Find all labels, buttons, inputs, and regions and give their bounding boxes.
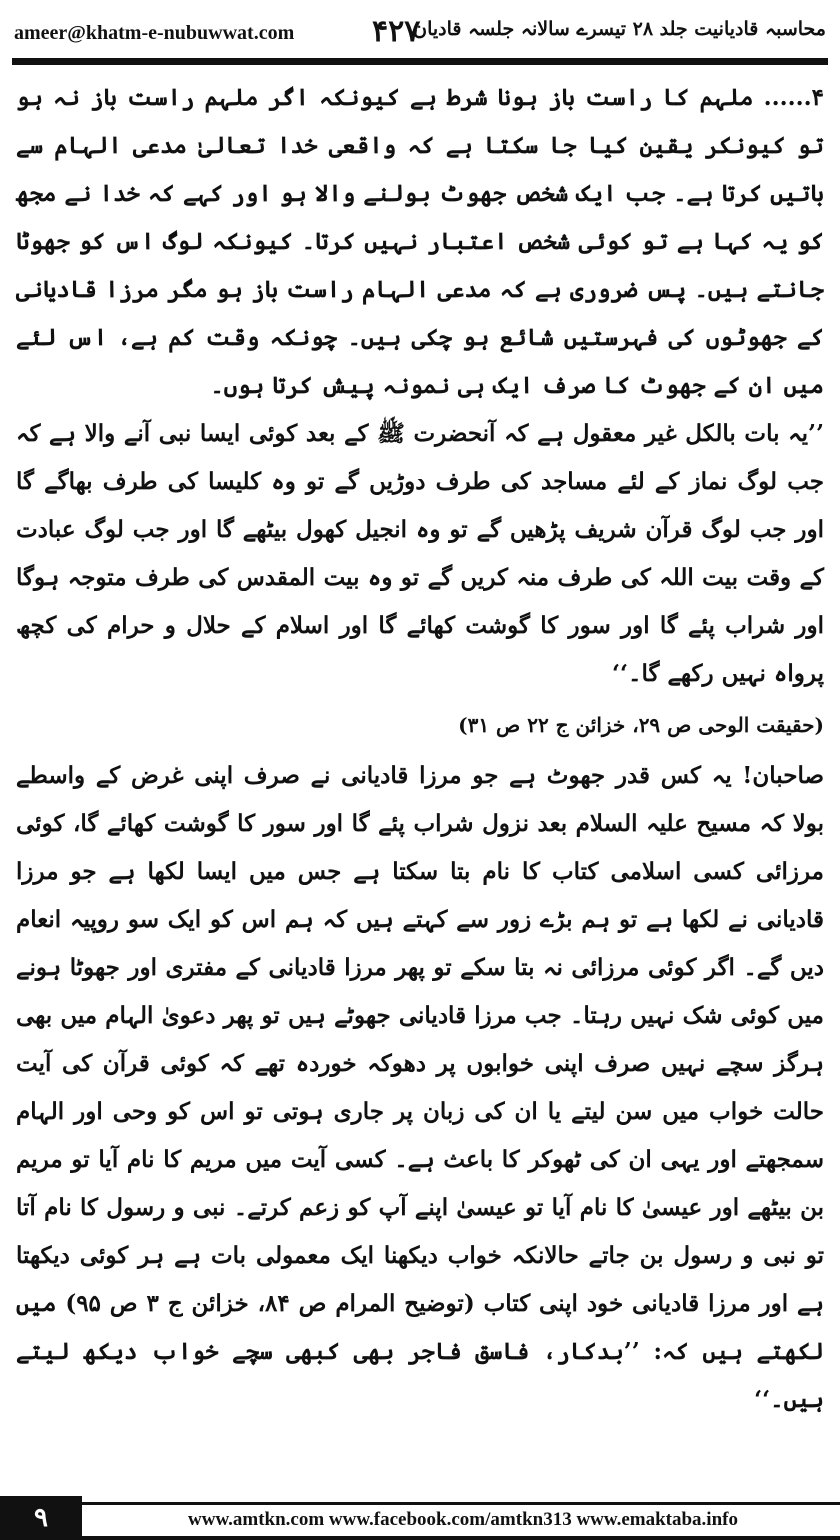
footer-page-number: ۹ xyxy=(0,1496,82,1540)
paragraph-1: ۴...... ملہم کا راست باز ہونا شرط ہے کیونکہ اگر ملہم راست باز نہ ہو تو کیونکر یقین کیا جا سکتا ہے کہ واقعی خدا تعالیٰ مدعی الہام سے باتیں کرتا ہے۔ جب ایک شخص جھوٹ بولنے والا ہو اور کہے کہ خدا نے مجھ کو یہ کہا ہے تو کوئی شخص اعتبار نہیں کرتا۔ کیونکہ لوگ اس کو جھوٹا جانتے ہیں۔ پس ضروری ہے کہ مدعی الہام راست باز ہو مگر مرزا قادیانی کے جھوٹوں کی فہرستیں شائع ہو چکی ہیں۔ چونکہ وقت کم ہے، اس لئے میں ان کے جھوٹ کا صرف ایک ہی نمونہ پیش کرتا ہوں۔ xyxy=(16,84,824,399)
paragraph-2: صاحبان! یہ کس قدر جھوٹ ہے جو مرزا قادیانی نے صرف اپنی غرض کے واسطے بولا کہ مسیح علیہ السلام بعد نزول شراب پئے گا اور سور کا گوشت کھائے گا، کوئی مرزائی کسی اسلامی کتاب کا نام بتا سکتا ہے جس میں ایسا لکھا ہے جو مرزا قادیانی نے لکھا ہے تو ہم بڑے زور سے کہتے ہیں کہ ہم اس کو ایک سو روپیہ انعام دیں گے۔ اگر کوئی مرزائی نہ بتا سکے تو پھر مرزا قادیانی کے مفتری اور جھوٹا ہونے میں کوئی شک نہیں رہتا۔ جب مرزا قادیانی جھوٹے ہیں تو پھر دعویٰ الہام میں بھی ہرگز سچے نہیں صرف اپنی خوابوں پر دھوکہ خوردہ تھے کہ کوئی قرآن کی آیت حالت خواب میں سن لیتے یا ان کی زبان پر جاری ہوتی تو اس کو وحی اور الہام سمجھتے اور یہی ان کی ٹھوکر کا باعث ہے۔ کسی آیت میں مریم کا نام آیا تو مریم بن بیٹھے اور عیسیٰ کا نام آیا تو عیسیٰ اپنے آپ کو زعم کرتے۔ نبی و رسول کا نام آتا تو نبی و رسول بن جاتے حالانکہ خواب دیکھنا ایک معمولی بات ہے ہر کوئی دیکھتا ہے اور مرزا قادیانی خود اپنی کتاب (توضیح المرام ص ۸۴، خزائن ج ۳ ص ۹۵) میں لکھتے ہیں کہ: ’’بدکار، فاسق فاجر بھی کبھی سچے خواب دیکھ لیتے ہیں۔‘‘ xyxy=(16,762,824,1413)
header-divider xyxy=(12,58,828,65)
page-header xyxy=(0,0,840,62)
header-page-number: ۴۲۷ xyxy=(372,14,421,49)
footer-links[interactable]: www.amtkn.com www.facebook.com/amtkn313 www.emaktaba.info xyxy=(188,1509,738,1530)
quotation: ’’یہ بات بالکل غیر معقول ہے کہ آنحضرت ﷺ کے بعد کوئی ایسا نبی آنے والا ہے کہ جب لوگ نماز کے لئے مساجد کی طرف دوڑیں گے تو وہ کلیسا کی طرف بھاگے گا اور جب لوگ قرآن شریف پڑھیں گے تو وہ انجیل کھول بیٹھے گا اور جب لوگ عبادت کے وقت بیت اللہ کی طرف منہ کریں گے تو وہ بیت المقدس کی طرف متوجہ ہوگا اور شراب پئے گا اور سور کا گوشت کھائے گا اور اسلام کے حلال و حرام کی کچھ پرواہ نہیں رکھے گا۔‘‘ xyxy=(16,420,824,687)
page-footer xyxy=(0,1496,840,1540)
reference-citation: (حقیقت الوحی ص ۲۹، خزائن ج ۲۲ ص ۳۱) xyxy=(458,713,824,737)
header-email: ameer@khatm-e-nubuwwat.com xyxy=(14,22,295,44)
footer-divider xyxy=(0,1502,840,1505)
header-title: محاسبہ قادیانیت جلد ۲۸ تیسرے سالانہ جلسہ قادیان xyxy=(413,18,826,40)
page-body xyxy=(16,74,824,1424)
footer-bottom-rule xyxy=(82,1536,840,1540)
